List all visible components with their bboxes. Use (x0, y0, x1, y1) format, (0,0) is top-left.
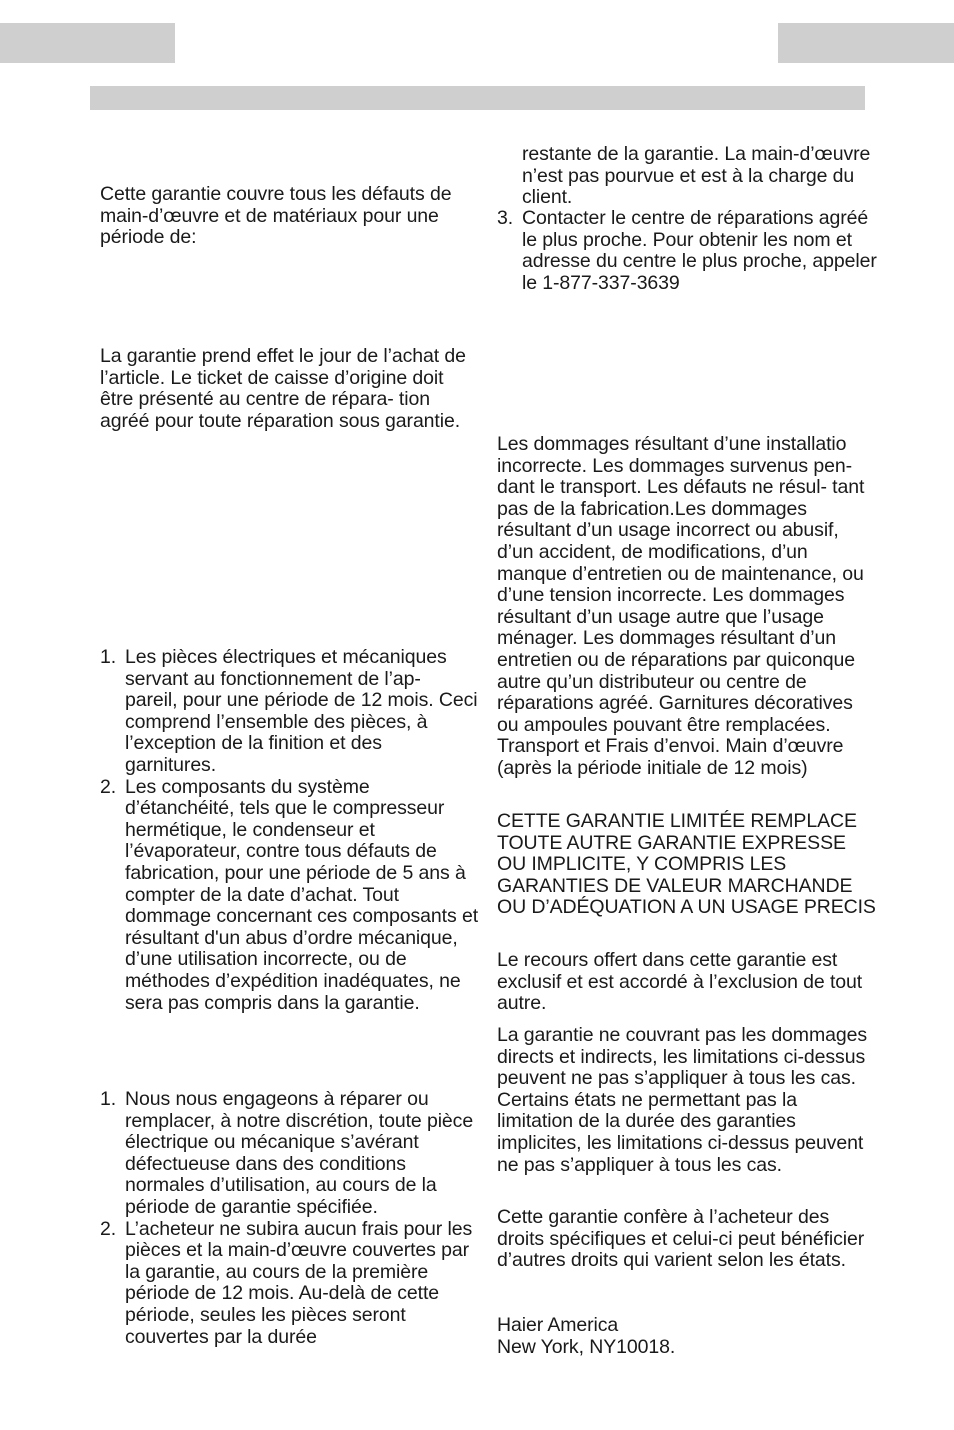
list-number: 2. (100, 775, 117, 798)
service-list (100, 1089, 478, 1348)
list-text: Les composants du système d’étanchéité, tels que le compresseur hermétique, le condenseur et l’évaporateur, contre tous défauts de fabrication, pour une période de 5 ans à compter de la date d’achat. Tout dommage concernant ces composants et résultant d'un abus d’ordre mécanique, d’une utilisation incorrecte, ou de méthodes d’expédition inadéquates, ne sera pas compris dans la garantie. (125, 775, 479, 1014)
list-text: Contacter le centre de réparations agréé le plus proche. Pour obtenir les nom et adresse du centre le plus proche, appeler le 1-877-337-3639 (522, 207, 877, 294)
effective-date-paragraph: La garantie prend effet le jour de l’achat de l’article. Le ticket de caisse d’origine doit être présenté au centre de répara- tion agréé pour toute réparation sous garantie. (100, 345, 466, 432)
list-number: 1. (100, 1088, 117, 1110)
recourse-paragraph: Le recours offert dans cette garantie est exclusif et est accordé à l’exclusion de tout autre. (497, 949, 863, 1015)
company-address: New York, NY10018. (497, 1336, 676, 1358)
rights-paragraph: Cette garantie confère à l’acheteur des droits spécifiques et celui-ci peut bénéficier d’autres droits qui varient selon les états. (497, 1206, 865, 1272)
continuation-paragraph: restante de la garantie. La main-d’œuvre n’est pas pourvue et est à la charge du client. (522, 143, 871, 209)
company-name: Haier America (497, 1314, 619, 1336)
list-number: 3. (497, 207, 514, 229)
list-text: L’acheteur ne subira aucun frais pour les pièces et la main-d’œuvre couvertes par la garantie, au cours de la première période de 12 mois. Au-delà de cette période, seules les pièces seront couvertes par la durée (125, 1217, 473, 1348)
list-number: 1. (100, 646, 117, 668)
coverage-paragraph: Cette garantie couvre tous les défauts de main-d’œuvre et de matériaux pour une période de: (100, 183, 452, 249)
exclusions-paragraph: Les dommages résultant d’une installatio incorrecte. Les dommages survenus pen- dant le transport. Les défauts ne résul- tant pas de la fabrication.Les dommages résultant d’un usage incorrect ou abusif, d’un accident, de modifications, d’un manque d’entretien ou de maintenance, ou d’une tension incorrecte. Les dommages résultant d’un usage autre que l’usage ménager. Les dommages résultant d’un entretien ou de réparations par quiconque autre qu’un distributeur ou centre de réparations agréé. Garnitures décoratives ou ampoules pouvant être remplacées. Transport et Frais d’envoi. Main d’œuvre (après la période initiale de 12 mois) (497, 433, 865, 779)
right-column (497, 0, 877, 1430)
parts-list (100, 647, 478, 1014)
list-item (100, 1089, 478, 1219)
list-number: 2. (100, 1217, 117, 1240)
list-item (100, 647, 478, 777)
list-item (100, 777, 478, 1015)
list-item (100, 1219, 478, 1349)
damages-paragraph: La garantie ne couvrant pas les dommages directs et indirects, les limitations ci-dessus peuvent ne pas s’appliquer à tous les cas. Certains états ne permettant pas la limitation de la durée des garanties implicites, les limitations ci-dessus peuvent ne pas s’appliquer à tous les cas. (497, 1024, 867, 1176)
list-item (497, 208, 877, 294)
list-text: Les pièces électriques et mécaniques servant au fonctionnement de l’ap- pareil, pour une période de 12 mois. Ceci comprend l’ensemble des pièces, à l’exception de la finition et des garnitures. (125, 646, 478, 776)
list-text: Nous nous engageons à réparer ou remplacer, à notre discrétion, toute pièce électrique ou mécanique s’avérant défectueuse dans des conditions normales d’utilisation, au cours de la période de garantie spécifiée. (125, 1088, 474, 1218)
left-column (100, 0, 478, 1430)
limited-warranty-paragraph: CETTE GARANTIE LIMITÉE REMPLACE TOUTE AUTRE GARANTIE EXPRESSE OU IMPLICITE, Y COMPRIS LES GARANTIES DE VALEUR MARCHANDE OU D’ADÉQUATION A UN USAGE PRECIS (497, 810, 876, 919)
